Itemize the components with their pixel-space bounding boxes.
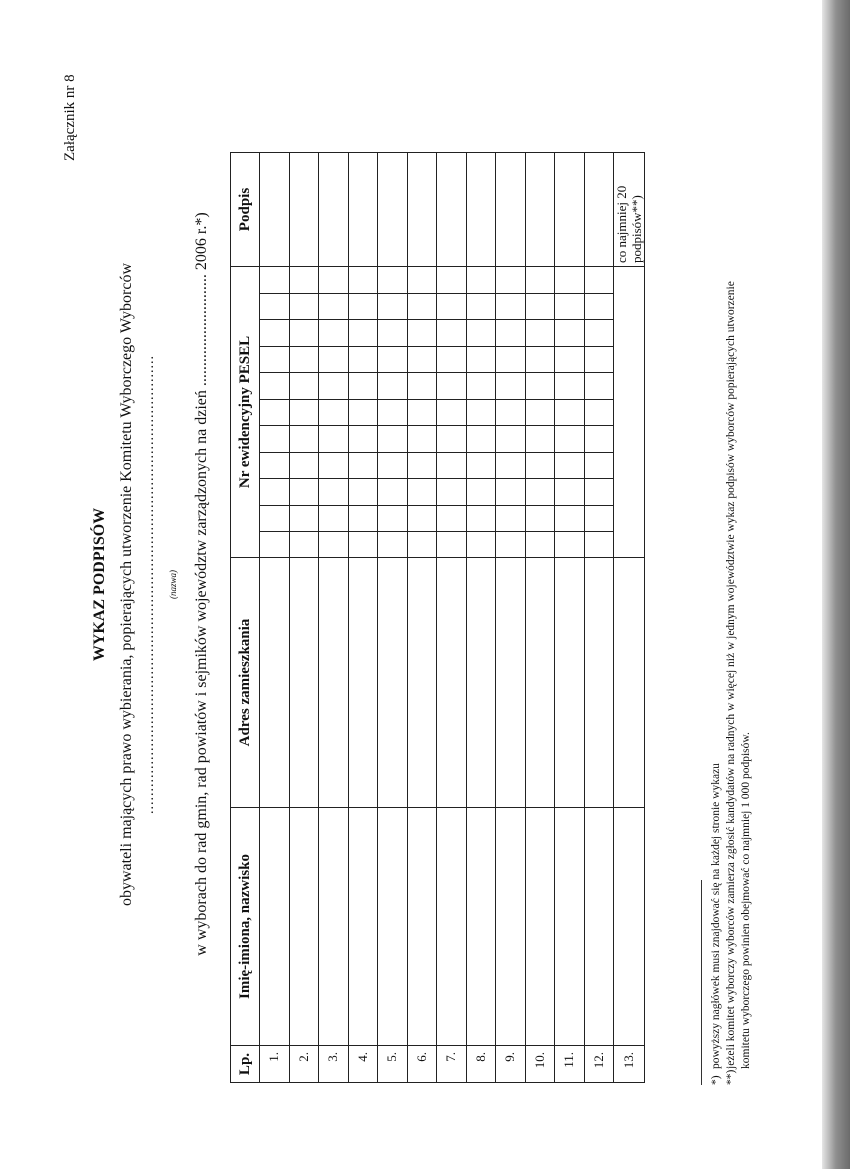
pesel-digit-cell[interactable]: [496, 400, 526, 426]
pesel-digit-cell[interactable]: [378, 294, 408, 320]
footnote-mark: **): [725, 1069, 737, 1085]
pesel-digit-cell[interactable]: [584, 426, 614, 453]
signature-cell[interactable]: [525, 153, 555, 267]
table-row: [466, 153, 496, 1083]
pesel-digit-cell[interactable]: [348, 479, 378, 506]
pesel-digit-cell[interactable]: [319, 532, 349, 558]
pesel-digit-cell[interactable]: [348, 294, 378, 320]
signature-cell[interactable]: [378, 153, 408, 267]
pesel-digit-cell[interactable]: [407, 453, 437, 479]
pesel-digit-cell[interactable]: [525, 267, 555, 294]
address-cell[interactable]: [555, 558, 585, 808]
pesel-digit-cell[interactable]: [260, 320, 290, 347]
header-pesel: Nr ewidencyjny PESEL: [231, 267, 260, 558]
pesel-digit-cell[interactable]: [289, 294, 319, 320]
name-cell[interactable]: [466, 808, 496, 1046]
address-cell[interactable]: [614, 558, 645, 808]
address-cell[interactable]: [584, 558, 614, 808]
pesel-digit-cell[interactable]: [319, 294, 349, 320]
pesel-digit-cell[interactable]: [525, 479, 555, 506]
pesel-digit-cell[interactable]: [584, 506, 614, 532]
row-number: 4.: [348, 1046, 378, 1083]
pesel-digit-cell[interactable]: [555, 373, 585, 400]
pesel-digit-cell[interactable]: [348, 532, 378, 558]
address-cell[interactable]: [348, 558, 378, 808]
pesel-digit-cell[interactable]: [407, 373, 437, 400]
footnote-mark: *): [710, 1075, 722, 1085]
footnote-text: powyższy nagłówek musi znajdować się na każdej stronie wykazu: [710, 763, 722, 1069]
name-cell[interactable]: [496, 808, 526, 1046]
pesel-digit-cell[interactable]: [348, 347, 378, 373]
pesel-digit-cell[interactable]: [584, 453, 614, 479]
signature-cell[interactable]: [466, 153, 496, 267]
pesel-digit-cell[interactable]: [260, 347, 290, 373]
pesel-digit-cell[interactable]: [319, 373, 349, 400]
signature-cell[interactable]: [584, 153, 614, 267]
table-row: [348, 153, 378, 1083]
pesel-digit-cell[interactable]: [407, 400, 437, 426]
pesel-digit-cell[interactable]: [407, 267, 437, 294]
pesel-digit-cell[interactable]: [466, 532, 496, 558]
pesel-digit-cell[interactable]: [555, 400, 585, 426]
pesel-digit-cell[interactable]: [584, 320, 614, 347]
pesel-digit-cell[interactable]: [289, 506, 319, 532]
pesel-digit-cell[interactable]: [466, 294, 496, 320]
pesel-digit-cell[interactable]: [496, 426, 526, 453]
pesel-digit-cell[interactable]: [378, 479, 408, 506]
name-cell[interactable]: [437, 808, 467, 1046]
pesel-digit-cell[interactable]: [496, 532, 526, 558]
pesel-cell[interactable]: [614, 267, 645, 558]
pesel-digit-cell[interactable]: [496, 320, 526, 347]
pesel-digit-cell[interactable]: [466, 320, 496, 347]
pesel-digit-cell[interactable]: [378, 400, 408, 426]
row-number: 3.: [319, 1046, 349, 1083]
name-cell[interactable]: [348, 808, 378, 1046]
pesel-digit-cell[interactable]: [348, 453, 378, 479]
pesel-digit-cell[interactable]: [319, 426, 349, 453]
name-cell[interactable]: [378, 808, 408, 1046]
table-row: [614, 153, 645, 1083]
pesel-digit-cell[interactable]: [289, 453, 319, 479]
header-signature: Podpis: [231, 153, 260, 267]
pesel-digit-cell[interactable]: [555, 453, 585, 479]
pesel-digit-cell[interactable]: [378, 347, 408, 373]
pesel-digit-cell[interactable]: [555, 426, 585, 453]
row-number: 1.: [260, 1046, 290, 1083]
pesel-digit-cell[interactable]: [496, 267, 526, 294]
elections-line: w wyborach do rad gmin, rad powiatów i sejmików województw zarządzonych na dzień ............................ 2006 r.*): [193, 212, 210, 956]
name-cell[interactable]: [614, 808, 645, 1046]
pesel-digit-cell[interactable]: [348, 267, 378, 294]
address-cell[interactable]: [437, 558, 467, 808]
pesel-digit-cell[interactable]: [584, 532, 614, 558]
pesel-digit-cell[interactable]: [525, 506, 555, 532]
pesel-digit-cell[interactable]: [378, 373, 408, 400]
pesel-digit-cell[interactable]: [407, 320, 437, 347]
pesel-digit-cell[interactable]: [319, 347, 349, 373]
pesel-digit-cell[interactable]: [378, 453, 408, 479]
name-cell[interactable]: [525, 808, 555, 1046]
row-number: 6.: [407, 1046, 437, 1083]
pesel-digit-cell[interactable]: [437, 506, 467, 532]
pesel-digit-cell[interactable]: [525, 294, 555, 320]
pesel-digit-cell[interactable]: [555, 479, 585, 506]
signature-cell[interactable]: [348, 153, 378, 267]
pesel-digit-cell[interactable]: [525, 453, 555, 479]
name-cell[interactable]: [319, 808, 349, 1046]
pesel-digit-cell[interactable]: [289, 320, 319, 347]
pesel-digit-cell[interactable]: [407, 426, 437, 453]
pesel-digit-cell[interactable]: [525, 320, 555, 347]
pesel-digit-cell[interactable]: [466, 506, 496, 532]
address-cell[interactable]: [525, 558, 555, 808]
table-row: [525, 153, 555, 1083]
name-cell[interactable]: [407, 808, 437, 1046]
name-cell[interactable]: [584, 808, 614, 1046]
pesel-digit-cell[interactable]: [496, 479, 526, 506]
pesel-digit-cell[interactable]: [584, 347, 614, 373]
signature-cell[interactable]: [437, 153, 467, 267]
table-row: [378, 153, 408, 1083]
pesel-digit-cell[interactable]: [289, 347, 319, 373]
pesel-digit-cell[interactable]: [437, 373, 467, 400]
pesel-digit-cell[interactable]: [466, 479, 496, 506]
pesel-digit-cell[interactable]: [496, 373, 526, 400]
pesel-digit-cell[interactable]: [437, 320, 467, 347]
address-cell[interactable]: [378, 558, 408, 808]
footnote-2-continued: [740, 732, 752, 1085]
pesel-digit-cell[interactable]: [289, 479, 319, 506]
pesel-digit-cell[interactable]: [525, 400, 555, 426]
pesel-digit-cell[interactable]: [437, 426, 467, 453]
row-number: 9.: [496, 1046, 526, 1083]
pesel-digit-cell[interactable]: [289, 426, 319, 453]
pesel-digit-cell[interactable]: [260, 294, 290, 320]
address-cell[interactable]: [319, 558, 349, 808]
pesel-digit-cell[interactable]: [555, 267, 585, 294]
pesel-digit-cell[interactable]: [319, 400, 349, 426]
name-cell[interactable]: [260, 808, 290, 1046]
row-number: 8.: [466, 1046, 496, 1083]
pesel-digit-cell[interactable]: [348, 373, 378, 400]
row-number: 12.: [584, 1046, 614, 1083]
table-row: [289, 153, 319, 1083]
pesel-digit-cell[interactable]: [496, 347, 526, 373]
pesel-digit-cell[interactable]: [584, 373, 614, 400]
signature-cell[interactable]: [496, 153, 526, 267]
pesel-digit-cell[interactable]: [289, 400, 319, 426]
name-cell[interactable]: [555, 808, 585, 1046]
pesel-digit-cell[interactable]: [348, 400, 378, 426]
min-signatures-note: co najmniej 20 podpisów**): [614, 153, 645, 267]
pesel-digit-cell[interactable]: [260, 506, 290, 532]
header-address: Adres zamieszkania: [231, 558, 260, 808]
pesel-digit-cell[interactable]: [466, 426, 496, 453]
pesel-digit-cell[interactable]: [407, 294, 437, 320]
pesel-digit-cell[interactable]: [289, 373, 319, 400]
signature-cell[interactable]: [289, 153, 319, 267]
header-name: Imię-imiona, nazwisko: [231, 808, 260, 1046]
pesel-digit-cell[interactable]: [260, 267, 290, 294]
pesel-digit-cell[interactable]: [496, 453, 526, 479]
pesel-digit-cell[interactable]: [319, 506, 349, 532]
address-cell[interactable]: [496, 558, 526, 808]
table-row: [407, 153, 437, 1083]
table-row: [555, 153, 585, 1083]
row-number: 2.: [289, 1046, 319, 1083]
address-cell[interactable]: [466, 558, 496, 808]
table-row: [260, 153, 290, 1083]
pesel-digit-cell[interactable]: [437, 532, 467, 558]
footnote-text: jeżeli komitet wyborczy wyborców zamierza zgłosić kandydatów na radnych w więcej niż w jednym województwie wykaz podpisów wyborców popierających utworzenie: [725, 281, 737, 1069]
pesel-digit-cell[interactable]: [378, 320, 408, 347]
pesel-digit-cell[interactable]: [348, 320, 378, 347]
pesel-digit-cell[interactable]: [319, 453, 349, 479]
footnote-text: komitetu wyborczego powinien obejmować co najmniej 1 000 podpisów.: [740, 732, 752, 1069]
pesel-digit-cell[interactable]: [584, 294, 614, 320]
pesel-digit-cell[interactable]: [466, 400, 496, 426]
pesel-digit-cell[interactable]: [525, 532, 555, 558]
table-row: [319, 153, 349, 1083]
name-cell[interactable]: [289, 808, 319, 1046]
row-number: 5.: [378, 1046, 408, 1083]
pesel-digit-cell[interactable]: [437, 479, 467, 506]
address-cell[interactable]: [260, 558, 290, 808]
attachment-number: Załącznik nr 8: [62, 74, 78, 161]
form-title: WYKAZ PODPISÓW: [91, 507, 108, 662]
pesel-digit-cell[interactable]: [378, 506, 408, 532]
pesel-digit-cell[interactable]: [437, 347, 467, 373]
pesel-digit-cell[interactable]: [260, 400, 290, 426]
pesel-digit-cell[interactable]: [555, 347, 585, 373]
pesel-digit-cell[interactable]: [260, 532, 290, 558]
pesel-digit-cell[interactable]: [407, 506, 437, 532]
pesel-digit-cell[interactable]: [437, 267, 467, 294]
footnote-2: [725, 281, 737, 1085]
pesel-digit-cell[interactable]: [407, 347, 437, 373]
pesel-digit-cell[interactable]: [407, 479, 437, 506]
address-cell[interactable]: [407, 558, 437, 808]
pesel-digit-cell[interactable]: [437, 294, 467, 320]
header-lp: Lp.: [231, 1046, 260, 1083]
pesel-digit-cell[interactable]: [378, 426, 408, 453]
pesel-digit-cell[interactable]: [378, 267, 408, 294]
pesel-digit-cell[interactable]: [348, 506, 378, 532]
signature-cell[interactable]: [260, 153, 290, 267]
pesel-digit-cell[interactable]: [260, 373, 290, 400]
pesel-digit-cell[interactable]: [319, 267, 349, 294]
pesel-digit-cell[interactable]: [437, 453, 467, 479]
table-row: [496, 153, 526, 1083]
pesel-digit-cell[interactable]: [466, 373, 496, 400]
pesel-digit-cell[interactable]: [525, 347, 555, 373]
pesel-digit-cell[interactable]: [555, 532, 585, 558]
signature-cell[interactable]: [407, 153, 437, 267]
table-row: [437, 153, 467, 1083]
pesel-digit-cell[interactable]: [584, 479, 614, 506]
pesel-digit-cell[interactable]: [437, 400, 467, 426]
pesel-digit-cell[interactable]: [555, 320, 585, 347]
signatures-table: [230, 152, 645, 1083]
pesel-digit-cell[interactable]: [584, 267, 614, 294]
pesel-digit-cell[interactable]: [378, 532, 408, 558]
row-number: 10.: [525, 1046, 555, 1083]
pesel-digit-cell[interactable]: [584, 400, 614, 426]
pesel-digit-cell[interactable]: [496, 294, 526, 320]
pesel-digit-cell[interactable]: [555, 294, 585, 320]
committee-name-field[interactable]: ......................................................................................................: [142, 355, 157, 814]
row-number: 7.: [437, 1046, 467, 1083]
pesel-digit-cell[interactable]: [260, 479, 290, 506]
footnote-1: [710, 763, 722, 1085]
table-row: [584, 153, 614, 1083]
pesel-digit-cell[interactable]: [319, 479, 349, 506]
committee-name-label: (nazwa): [168, 570, 178, 599]
form-subtitle: obywateli mających prawo wybierania, popierających utworzenie Komitetu Wyborczego Wyborców: [118, 263, 135, 907]
row-number: 13.: [614, 1046, 645, 1083]
pesel-digit-cell[interactable]: [466, 267, 496, 294]
footnote-separator: [701, 880, 702, 1085]
pesel-digit-cell[interactable]: [407, 532, 437, 558]
pesel-digit-cell[interactable]: [319, 320, 349, 347]
pesel-digit-cell[interactable]: [348, 426, 378, 453]
pesel-digit-cell[interactable]: [525, 426, 555, 453]
pesel-digit-cell[interactable]: [466, 453, 496, 479]
pesel-digit-cell[interactable]: [260, 453, 290, 479]
table-header-row: [231, 153, 260, 1083]
pesel-digit-cell[interactable]: [555, 506, 585, 532]
signature-cell[interactable]: [555, 153, 585, 267]
pesel-digit-cell[interactable]: [289, 267, 319, 294]
pesel-digit-cell[interactable]: [466, 347, 496, 373]
pesel-digit-cell[interactable]: [525, 373, 555, 400]
pesel-digit-cell[interactable]: [289, 532, 319, 558]
pesel-digit-cell[interactable]: [496, 506, 526, 532]
address-cell[interactable]: [289, 558, 319, 808]
pesel-digit-cell[interactable]: [260, 426, 290, 453]
signature-cell[interactable]: [319, 153, 349, 267]
row-number: 11.: [555, 1046, 585, 1083]
